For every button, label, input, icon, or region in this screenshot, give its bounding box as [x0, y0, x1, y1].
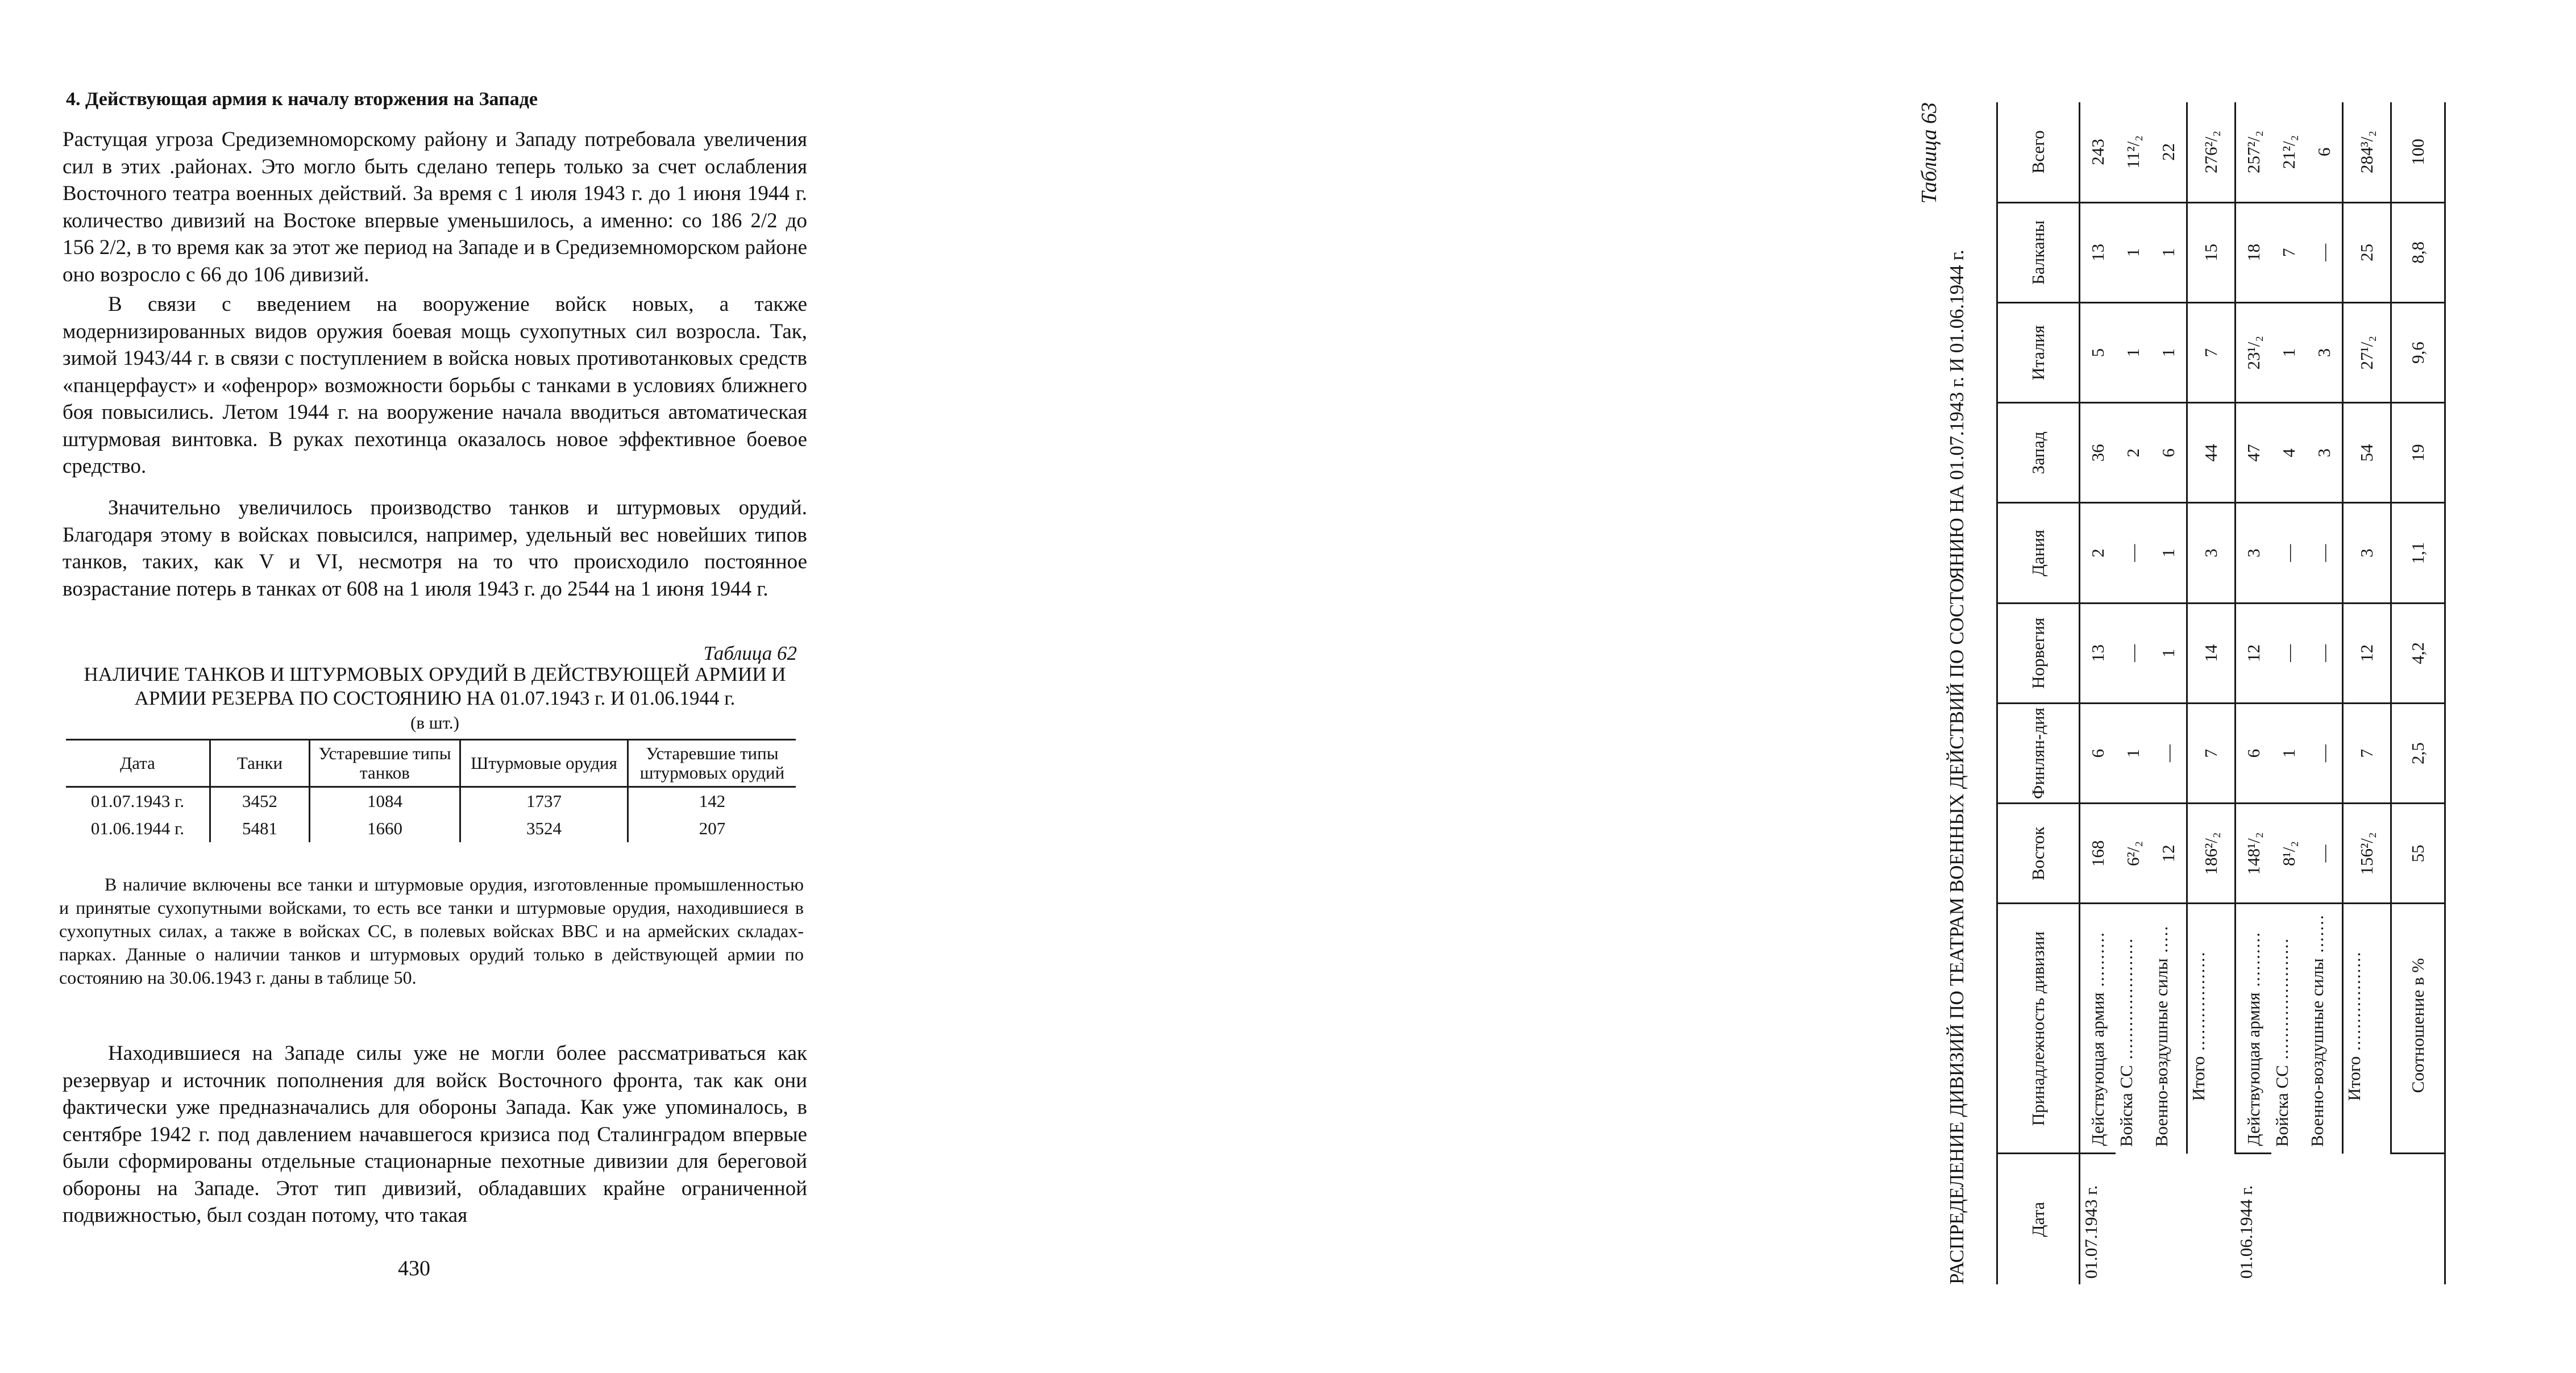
- table-row: [2391, 102, 2445, 1284]
- table-cell: 3: [2343, 503, 2391, 603]
- table-row: [66, 815, 796, 842]
- table-cell: 12: [2343, 603, 2391, 703]
- table-cell: 4,2: [2391, 603, 2445, 703]
- table-cell: 14: [2187, 603, 2236, 703]
- table-cell-empty: [2391, 1154, 2445, 1284]
- row-label-text: Войска СС: [2272, 1065, 2292, 1147]
- table-cell: 1737: [460, 787, 628, 816]
- table62-note: В наличие включены все танки и штурмовые орудия, изготовленные промышленностью и принятые сухопутными войсками, то есть все танки и штурмовые орудия, находившиеся в сухопутных силах, а также в войсках СС, в полевых войсках ВВС и на армейских складах-парках. Данные о наличии танков и штурмовых орудий только в действующей армии по состоянию на 30.06.1943 г. даны в таблице 50.: [59, 874, 804, 988]
- table-cell: 44: [2187, 403, 2236, 503]
- table-cell: 19: [2391, 403, 2445, 503]
- table-cell: 1: [2271, 704, 2307, 804]
- paragraph-4: Находившиеся на Западе силы уже не могли более рассматриваться как резервуар и источник пополнения для войск Восточного фронта, так как они фактически уже предназначались для обороны Запада. Как уже упоминалось, в сентябре 1942 г. под давлением начавшегося кризиса под Сталинградом впервые были сформированы отдельные стационарные пехотные дивизии для береговой обороны на Западе. Этот тип дивизий, обладавших крайне ограниченной подвижностью, был создан потому, что такая: [63, 1042, 807, 1227]
- row-label-text: Военно-воздушные силы: [2307, 958, 2327, 1147]
- table63-header: Дания: [1997, 503, 2080, 603]
- page-number: 430: [398, 1256, 430, 1280]
- table-cell: 25: [2343, 202, 2391, 302]
- table-cell: 6²/₂: [2116, 804, 2151, 904]
- table63-header: Дата: [1997, 1154, 2080, 1284]
- table62-header: Штурмовые орудия: [460, 740, 628, 787]
- table-cell: 1: [2151, 603, 2187, 703]
- table-cell: 1: [2116, 202, 2151, 302]
- table62-unit: (в шт.): [410, 713, 459, 733]
- table-cell: 13: [2080, 202, 2116, 302]
- table-row: [2187, 102, 2236, 1284]
- row-label: Военно-воздушные силы .......: [2307, 904, 2343, 1154]
- row-label: Итого ..................: [2343, 904, 2391, 1154]
- table62-header: Устаревшие типы штурмовых орудий: [628, 740, 796, 787]
- row-label: Военно-воздушные силы .....: [2151, 904, 2187, 1154]
- table-cell: 3524: [460, 815, 628, 842]
- table-row: [2151, 102, 2187, 1284]
- table-cell: 148¹/₂: [2236, 804, 2272, 904]
- table-cell: 6: [2080, 704, 2116, 804]
- table-cell: 3: [2307, 303, 2343, 403]
- table-cell: 8¹/₂: [2271, 804, 2307, 904]
- row-label: Действующая армия ..........: [2080, 904, 2116, 1154]
- table63-date: 01.06.1944 г.: [2236, 1185, 2256, 1279]
- table-cell: —: [2307, 804, 2343, 904]
- table-cell: 36: [2080, 403, 2116, 503]
- row-label: Итого ..................: [2187, 904, 2236, 1154]
- table62-header-row: [66, 740, 796, 787]
- table-cell: 276²/₂: [2187, 102, 2236, 202]
- table-cell: 7: [2271, 202, 2307, 302]
- table-cell: 1: [2151, 503, 2187, 603]
- table63-header: Восток: [1997, 804, 2080, 904]
- left-page: [0, 0, 907, 1373]
- table-cell: 2: [2116, 403, 2151, 503]
- table-cell: 6: [2307, 102, 2343, 202]
- table-cell: 21²/₂: [2271, 102, 2307, 202]
- table-cell: —: [2307, 704, 2343, 804]
- table-cell: 3: [2187, 503, 2236, 603]
- table-cell: 1,1: [2391, 503, 2445, 603]
- row-label-text: Действующая армия: [2088, 992, 2108, 1146]
- table-row: [2080, 102, 2116, 1284]
- table-cell: —: [2307, 503, 2343, 603]
- table-cell: 27¹/₂: [2343, 303, 2391, 403]
- table-cell: 9,6: [2391, 303, 2445, 403]
- table63-title: РАСПРЕДЕЛЕНИЕ ДИВИЗИЙ ПО ТЕАТРАМ ВОЕННЫХ ДЕЙСТВИЙ ПО СОСТОЯНИЮ НА 01.07.1943 г. И 01.06.1944 г.: [1946, 249, 1968, 1284]
- row-label-text: Итого: [2344, 1056, 2364, 1101]
- table-cell: 2: [2080, 503, 2116, 603]
- paragraph-2: В связи с введением на вооружение войск новых, а также модернизированных видов оружия боевая мощь сухопутных сил возросла. Так, зимой 1943/44 г. в связи с поступлением в войска новых противотанковых средств «панцерфауст» и «офенрор» возможности борьбы с танками в условиях ближнего боя повысились. Летом 1944 г. на вооружение начала вводиться автоматическая штурмовая винтовка. В руках пехотинца оказалось новое эффективное боевое средство.: [63, 293, 807, 478]
- row-label: Соотношение в %: [2391, 904, 2445, 1154]
- row-label-text: Итого: [2188, 1056, 2208, 1101]
- table-cell: 1: [2116, 704, 2151, 804]
- table-cell: —: [2271, 603, 2307, 703]
- table-cell: 8,8: [2391, 202, 2445, 302]
- table-cell: 7: [2343, 704, 2391, 804]
- table-cell: 156²/₂: [2343, 804, 2391, 904]
- row-label-text: Войска СС: [2116, 1065, 2136, 1147]
- table-row: [2343, 102, 2391, 1284]
- table63-header-row: [1997, 102, 2080, 1284]
- table-row: [2116, 102, 2151, 1284]
- table-cell: 142: [628, 787, 796, 816]
- table-cell: 55: [2391, 804, 2445, 904]
- table-cell: 12: [2236, 603, 2272, 703]
- table-cell: —: [2307, 603, 2343, 703]
- table-cell: 6: [2236, 704, 2272, 804]
- table63-header: Италия: [1997, 303, 2080, 403]
- table-cell: 1: [2151, 303, 2187, 403]
- table-cell: 3: [2236, 503, 2272, 603]
- table-row: [2271, 102, 2307, 1284]
- table-cell: 15: [2187, 202, 2236, 302]
- table-row: [2307, 102, 2343, 1284]
- table-cell: 22: [2151, 102, 2187, 202]
- table62-label: Таблица 62: [703, 642, 797, 664]
- row-label: Войска СС ......................: [2272, 937, 2292, 1147]
- table63-header: Балканы: [1997, 202, 2080, 302]
- table62: [66, 739, 796, 842]
- table-cell: 1084: [310, 787, 460, 816]
- table-cell: 3: [2307, 403, 2343, 503]
- table-cell: 1: [2116, 303, 2151, 403]
- table-cell: 47: [2236, 403, 2272, 503]
- table62-header: Устаревшие типы танков: [310, 740, 460, 787]
- table-cell: 18: [2236, 202, 2272, 302]
- table-cell: —: [2307, 202, 2343, 302]
- table62-title: НАЛИЧИЕ ТАНКОВ И ШТУРМОВЫХ ОРУДИЙ В ДЕЙСТВУЮЩЕЙ АРМИИ И АРМИИ РЕЗЕРВА ПО СОСТОЯНИЮ НА 01.07.1943 г. И 01.06.1944 г.: [84, 663, 786, 709]
- table-cell: 168: [2080, 804, 2116, 904]
- table63-header: Норвегия: [1997, 603, 2080, 703]
- row-label: Войска СС ......................: [2116, 937, 2136, 1147]
- table-cell: 5481: [210, 815, 310, 842]
- table-cell: 23¹/₂: [2236, 303, 2272, 403]
- table-cell: 2,5: [2391, 704, 2445, 804]
- row-label: Действующая армия ..........: [2236, 904, 2272, 1154]
- table63-header: Запад: [1997, 403, 2080, 503]
- table-cell: 1660: [310, 815, 460, 842]
- table-cell: 243: [2080, 102, 2116, 202]
- table62-header: Дата: [66, 740, 210, 787]
- table63-header: Финлян-дия: [1997, 704, 2080, 804]
- table63-label: Таблица 63: [1917, 102, 1941, 204]
- table-cell: 13: [2080, 603, 2116, 703]
- table63-date: 01.07.1943 г.: [2081, 1185, 2101, 1279]
- table63: [1996, 102, 2446, 1284]
- table-cell: 207: [628, 815, 796, 842]
- table-cell: —: [2116, 603, 2151, 703]
- table-row: [66, 787, 796, 816]
- table-cell: 54: [2343, 403, 2391, 503]
- rotated-table63-block: [1917, 102, 2576, 1284]
- table-cell: 7: [2187, 704, 2236, 804]
- table-cell: 4: [2271, 403, 2307, 503]
- table62-header: Танки: [210, 740, 310, 787]
- table-cell: 01.06.1944 г.: [90, 818, 185, 838]
- table-row: [2236, 102, 2272, 1284]
- table-cell: 12: [2151, 804, 2187, 904]
- paragraph-1: Растущая угроза Средиземноморскому району и Западу потребовала увеличения сил в этих .районах. Это могло быть сделано теперь только за счет ослабления Восточного театра военных действий. За время с 1 июля 1943 г. до 1 июня 1944 г. количество дивизий на Востоке впервые уменьшилось, а именно: со 186 2/2 до 156 2/2, в то время как за этот же период на Западе и в Средиземноморском районе оно возросло с 66 до 106 дивизий.: [63, 128, 807, 286]
- table-cell: 1: [2271, 303, 2307, 403]
- table63-header: Всего: [1997, 102, 2080, 202]
- table-cell: 5: [2080, 303, 2116, 403]
- table-cell: 284³/₂: [2343, 102, 2391, 202]
- table-cell: —: [2151, 704, 2187, 804]
- table-cell: 257²/₂: [2236, 102, 2272, 202]
- table-cell: 6: [2151, 403, 2187, 503]
- table-cell: 7: [2187, 303, 2236, 403]
- table63-header: Принадлежность дивизии: [1997, 904, 2080, 1154]
- table-cell: 01.07.1943 г.: [90, 791, 185, 811]
- table-cell: 1: [2151, 202, 2187, 302]
- table-cell: 3452: [210, 787, 310, 816]
- table-cell: 11²/₂: [2116, 102, 2151, 202]
- table-cell: 100: [2391, 102, 2445, 202]
- row-label-text: Военно-воздушные силы: [2151, 958, 2171, 1147]
- right-page: [907, 0, 2428, 1373]
- paragraph-3: Значительно увеличилось производство танков и штурмовых орудий. Благодаря этому в войсках повысился, например, удельный вес новейших типов танков, таких, как V и VI, несмотря на то что происходило постоянное возрастание потерь в танках от 608 на 1 июля 1943 г. до 2544 на 1 июня 1944 г.: [63, 496, 807, 601]
- table-cell: —: [2116, 503, 2151, 603]
- section-heading: 4. Действующая армия к началу вторжения на Западе: [66, 89, 538, 110]
- table-cell: 186²/₂: [2187, 804, 2236, 904]
- table-cell: —: [2271, 503, 2307, 603]
- row-label-text: Действующая армия: [2243, 992, 2263, 1146]
